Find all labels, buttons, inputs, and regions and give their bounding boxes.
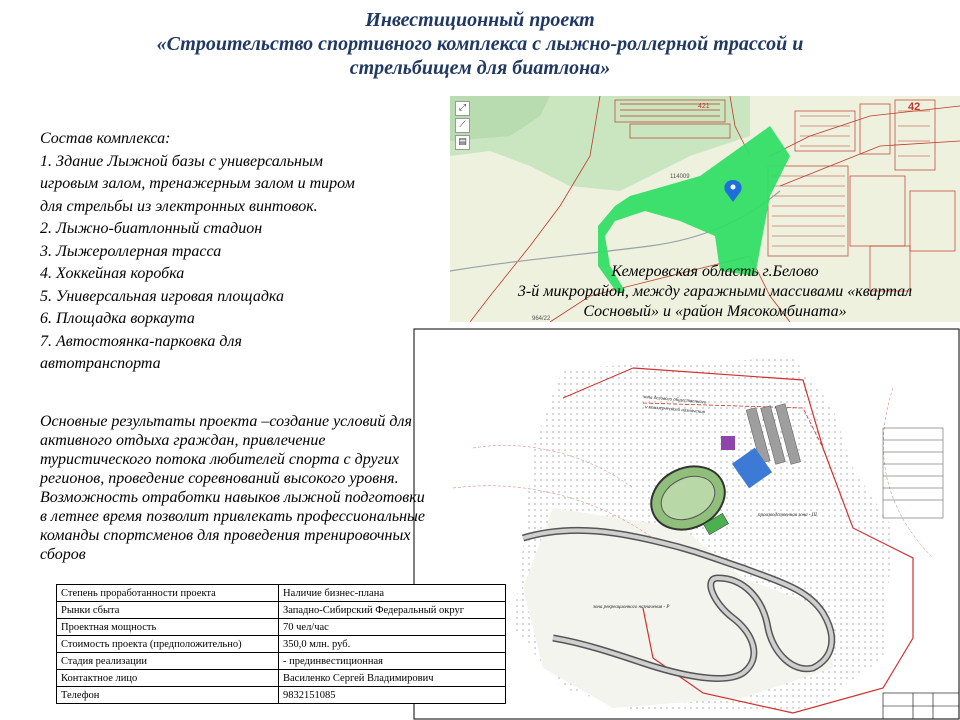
composition-heading: Состав комплекса: (40, 130, 171, 147)
composition-item: 1. Здание Лыжной базы с универсальным (40, 152, 323, 170)
table-value: 70 чел/час (279, 619, 506, 636)
project-info-table (56, 584, 506, 704)
location-line-2: 3-й микрорайон, между гаражными массивами «квартал (517, 283, 913, 300)
table-value: - прединвестиционная (279, 653, 506, 670)
location-caption (470, 262, 960, 322)
table-value: 9832151085 (279, 687, 506, 704)
plan-zone-label: и коммерческого назначения (644, 405, 706, 416)
table-row (57, 619, 506, 636)
table-value: Наличие бизнес-плана (279, 585, 506, 602)
table-row (57, 687, 506, 704)
table-key: Телефон (57, 687, 279, 704)
composition-item: 3. Лыжероллерная трасса (40, 242, 222, 260)
table-key: Проектная мощность (57, 619, 279, 636)
composition-item: автотранспорта (40, 355, 161, 372)
results-line: регионов, проведение соревнований высокого уровня. (40, 470, 399, 487)
results-line: активного отдыха граждан, привлечение (40, 432, 326, 449)
results-line: команды спортсменов для проведения тренировочных (40, 527, 411, 544)
map-measure-icon[interactable]: ⟋ (455, 118, 470, 133)
table-key: Контактное лицо (57, 670, 279, 687)
composition-item: 7. Автостоянка-парковка для (40, 332, 242, 350)
results-line: Основные результаты проекта –создание условий для (40, 413, 412, 430)
results-text (40, 412, 500, 564)
table-key: Степень проработанности проекта (57, 585, 279, 602)
location-line-3: Сосновый» и «район Мясокомбината» (583, 303, 847, 320)
location-line-1: Кемеровская область г.Белово (611, 263, 819, 280)
plan-zone-label: зона рекреационного назначения - Р (593, 605, 670, 610)
results-line: сборов (40, 546, 86, 563)
composition-item: 5. Универсальная игровая площадка (40, 287, 285, 305)
map-number-42: 42 (908, 101, 921, 113)
map-layers-icon[interactable]: ▤ (455, 135, 470, 150)
table-value: Западно-Сибирский Федеральный округ (279, 602, 506, 619)
map-number-421: 421 (698, 103, 710, 110)
table-row (57, 670, 506, 687)
map-fullscreen-icon[interactable]: ⤢ (455, 101, 470, 116)
map-bottom-label: 964/22 (532, 316, 551, 322)
composition-item: 6. Площадка воркаута (40, 310, 195, 327)
composition-item: для стрельбы из электронных винтовок. (40, 197, 318, 215)
composition-item: игровым залом, тренажерным залом и тиром (40, 175, 355, 192)
page-title (0, 8, 960, 80)
plan-zone-label: производственная зона - III (758, 513, 817, 518)
table-row (57, 636, 506, 653)
table-key: Рынки сбыта (57, 602, 279, 619)
results-line: в летнее время позволит привлекать профессиональные (40, 508, 425, 525)
map-parcel-label: 114009 (670, 174, 690, 180)
title-line-1: Инвестиционный проект (365, 9, 595, 31)
composition-item: 2. Лыжно-биатлонный стадион (40, 220, 263, 237)
table-value: 350,0 млн. руб. (279, 636, 506, 653)
plan-zone-label: зона делового общественного (642, 395, 707, 406)
results-line: туристического потока любителей спорта с других (40, 451, 399, 468)
composition-item: 4. Хоккейная коробка (40, 265, 185, 282)
title-line-3: стрельбищем для биатлона» (349, 57, 611, 79)
table-value: Василенко Сергей Владимирович (279, 670, 506, 687)
composition-list (40, 128, 440, 376)
table-key: Стадия реализации (57, 653, 279, 670)
table-row (57, 602, 506, 619)
title-line-2: «Строительство спортивного комплекса с лыжно-роллерной трассой и (156, 33, 804, 55)
table-key: Стоимость проекта (предположительно) (57, 636, 279, 653)
table-row (57, 585, 506, 602)
results-line: Возможность отработки навыков лыжной подготовки (40, 489, 425, 506)
table-row (57, 653, 506, 670)
